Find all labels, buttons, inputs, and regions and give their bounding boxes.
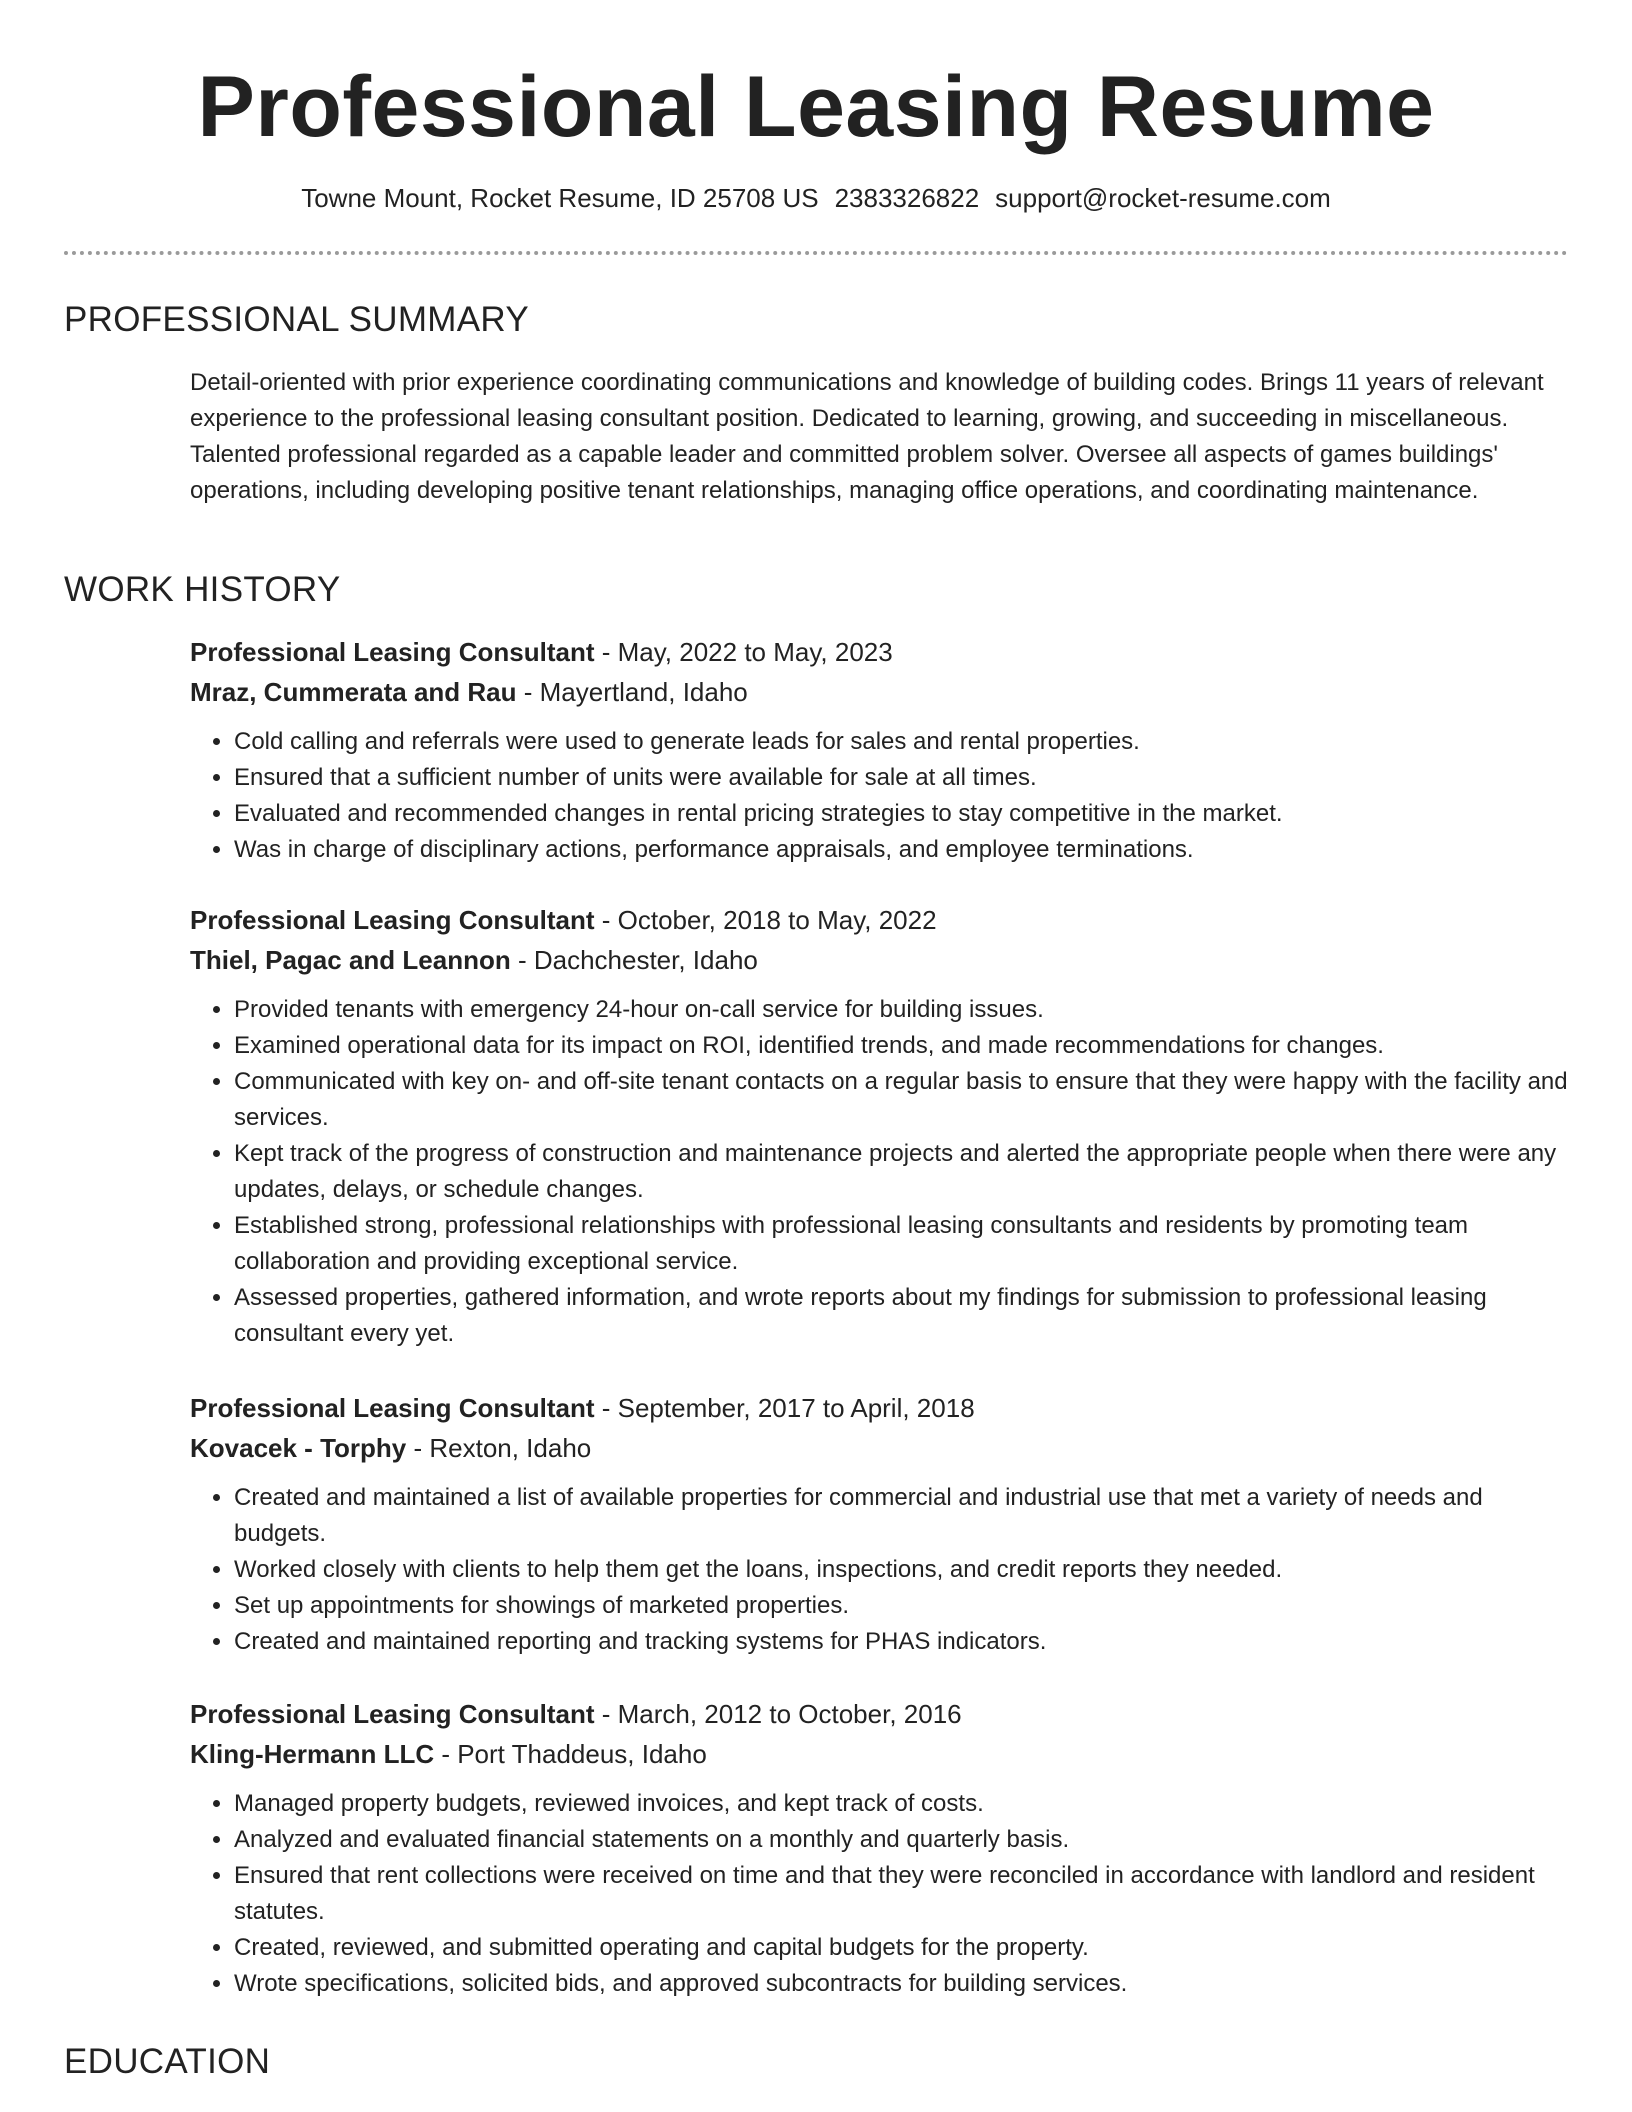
job-location: - Mayertland, Idaho — [516, 677, 748, 707]
job-company-line — [190, 940, 1570, 980]
job-bullet: • Analyzed and evaluated financial statements on a monthly and quarterly basis. — [234, 1822, 1570, 1858]
job-location: - Rexton, Idaho — [406, 1433, 592, 1463]
job-bullet: • Created and maintained a list of available properties for commercial and industrial use that met a variety of needs and budgets. — [234, 1480, 1570, 1552]
job-bullet: • Ensured that rent collections were received on time and that they were reconciled in accordance with landlord and resident statutes. — [234, 1858, 1570, 1930]
job-bullet: • Wrote specifications, solicited bids, and approved subcontracts for building services. — [234, 1966, 1570, 2002]
job-bullet: • Managed property budgets, reviewed invoices, and kept track of costs. — [234, 1786, 1570, 1822]
job-role: Professional Leasing Consultant — [190, 1699, 595, 1729]
job-company: Kling-Hermann LLC — [190, 1739, 435, 1769]
job-location: - Dachchester, Idaho — [510, 945, 758, 975]
job-bullet: • Ensured that a sufficient number of units were available for sale at all times. — [234, 760, 1570, 796]
job-bullets — [190, 1786, 1570, 2002]
summary-heading: PROFESSIONAL SUMMARY — [64, 300, 529, 339]
job-title-line — [190, 632, 1570, 672]
job-dates: - May, 2022 to May, 2023 — [594, 637, 893, 667]
job-bullet: • Examined operational data for its impact on ROI, identified trends, and made recommendations for changes. — [234, 1028, 1570, 1064]
job-bullet: • Set up appointments for showings of marketed properties. — [234, 1588, 1570, 1624]
job-bullet: • Assessed properties, gathered information, and wrote reports about my findings for submission to professional leasing consultant every yet. — [234, 1280, 1570, 1352]
job-title-line — [190, 1694, 1570, 1734]
job-role: Professional Leasing Consultant — [190, 637, 595, 667]
job-entry — [190, 632, 1570, 868]
summary-text: Detail-oriented with prior experience coordinating communications and knowledge of building codes. Brings 11 years of relevant experience to the professional leasing consultant position. Dedicated to learning, growing, and succeeding in miscellaneous. Talented professional regarded as a capable leader and committed problem solver. Oversee all aspects of games buildings' operations, including developing positive tenant relationships, managing office operations, and coordinating maintenance. — [190, 369, 1544, 504]
contact-email[interactable]: support@rocket-resume.com — [995, 183, 1331, 213]
job-entry — [190, 1388, 1570, 1660]
job-bullet: • Created and maintained reporting and tracking systems for PHAS indicators. — [234, 1624, 1570, 1660]
job-bullet: • Evaluated and recommended changes in rental pricing strategies to stay competitive in the market. — [234, 796, 1570, 832]
job-entry — [190, 1694, 1570, 2002]
work-history-heading: WORK HISTORY — [64, 570, 341, 609]
job-bullet: • Established strong, professional relationships with professional leasing consultants and residents by promoting team collaboration and providing exceptional service. — [234, 1208, 1570, 1280]
job-bullet: • Was in charge of disciplinary actions, performance appraisals, and employee terminations. — [234, 832, 1570, 868]
job-bullets — [190, 724, 1570, 868]
job-role: Professional Leasing Consultant — [190, 1393, 595, 1423]
job-bullet: • Communicated with key on- and off-site tenant contacts on a regular basis to ensure that they were happy with the facility and services. — [234, 1064, 1570, 1136]
job-company-line — [190, 672, 1570, 712]
job-dates: - October, 2018 to May, 2022 — [594, 905, 937, 935]
job-bullet: • Created, reviewed, and submitted operating and capital budgets for the property. — [234, 1930, 1570, 1966]
job-bullet: • Kept track of the progress of construction and maintenance projects and alerted the appropriate people when there were any updates, delays, or schedule changes. — [234, 1136, 1570, 1208]
job-bullet: • Worked closely with clients to help them get the loans, inspections, and credit reports they needed. — [234, 1552, 1570, 1588]
job-bullet: • Provided tenants with emergency 24-hour on-call service for building issues. — [234, 992, 1570, 1028]
job-bullet: • Cold calling and referrals were used to generate leads for sales and rental properties. — [234, 724, 1570, 760]
education-heading: EDUCATION — [64, 2042, 271, 2081]
job-dates: - September, 2017 to April, 2018 — [594, 1393, 975, 1423]
job-company: Thiel, Pagac and Leannon — [190, 945, 511, 975]
contact-address: Towne Mount, Rocket Resume, ID 25708 US — [301, 183, 819, 213]
header-divider — [64, 251, 1568, 255]
job-title-line — [190, 1388, 1570, 1428]
job-company: Kovacek - Torphy — [190, 1433, 407, 1463]
job-entry — [190, 900, 1570, 1352]
job-role: Professional Leasing Consultant — [190, 905, 595, 935]
resume-name: Professional Leasing Resume — [197, 59, 1435, 155]
job-bullets — [190, 992, 1570, 1352]
job-location: - Port Thaddeus, Idaho — [434, 1739, 707, 1769]
job-company: Mraz, Cummerata and Rau — [190, 677, 517, 707]
job-company-line — [190, 1428, 1570, 1468]
contact-line — [0, 180, 1632, 216]
job-bullets — [190, 1480, 1570, 1660]
job-company-line — [190, 1734, 1570, 1774]
contact-phone: 2383326822 — [834, 183, 980, 213]
job-dates: - March, 2012 to October, 2016 — [594, 1699, 962, 1729]
job-title-line — [190, 900, 1570, 940]
